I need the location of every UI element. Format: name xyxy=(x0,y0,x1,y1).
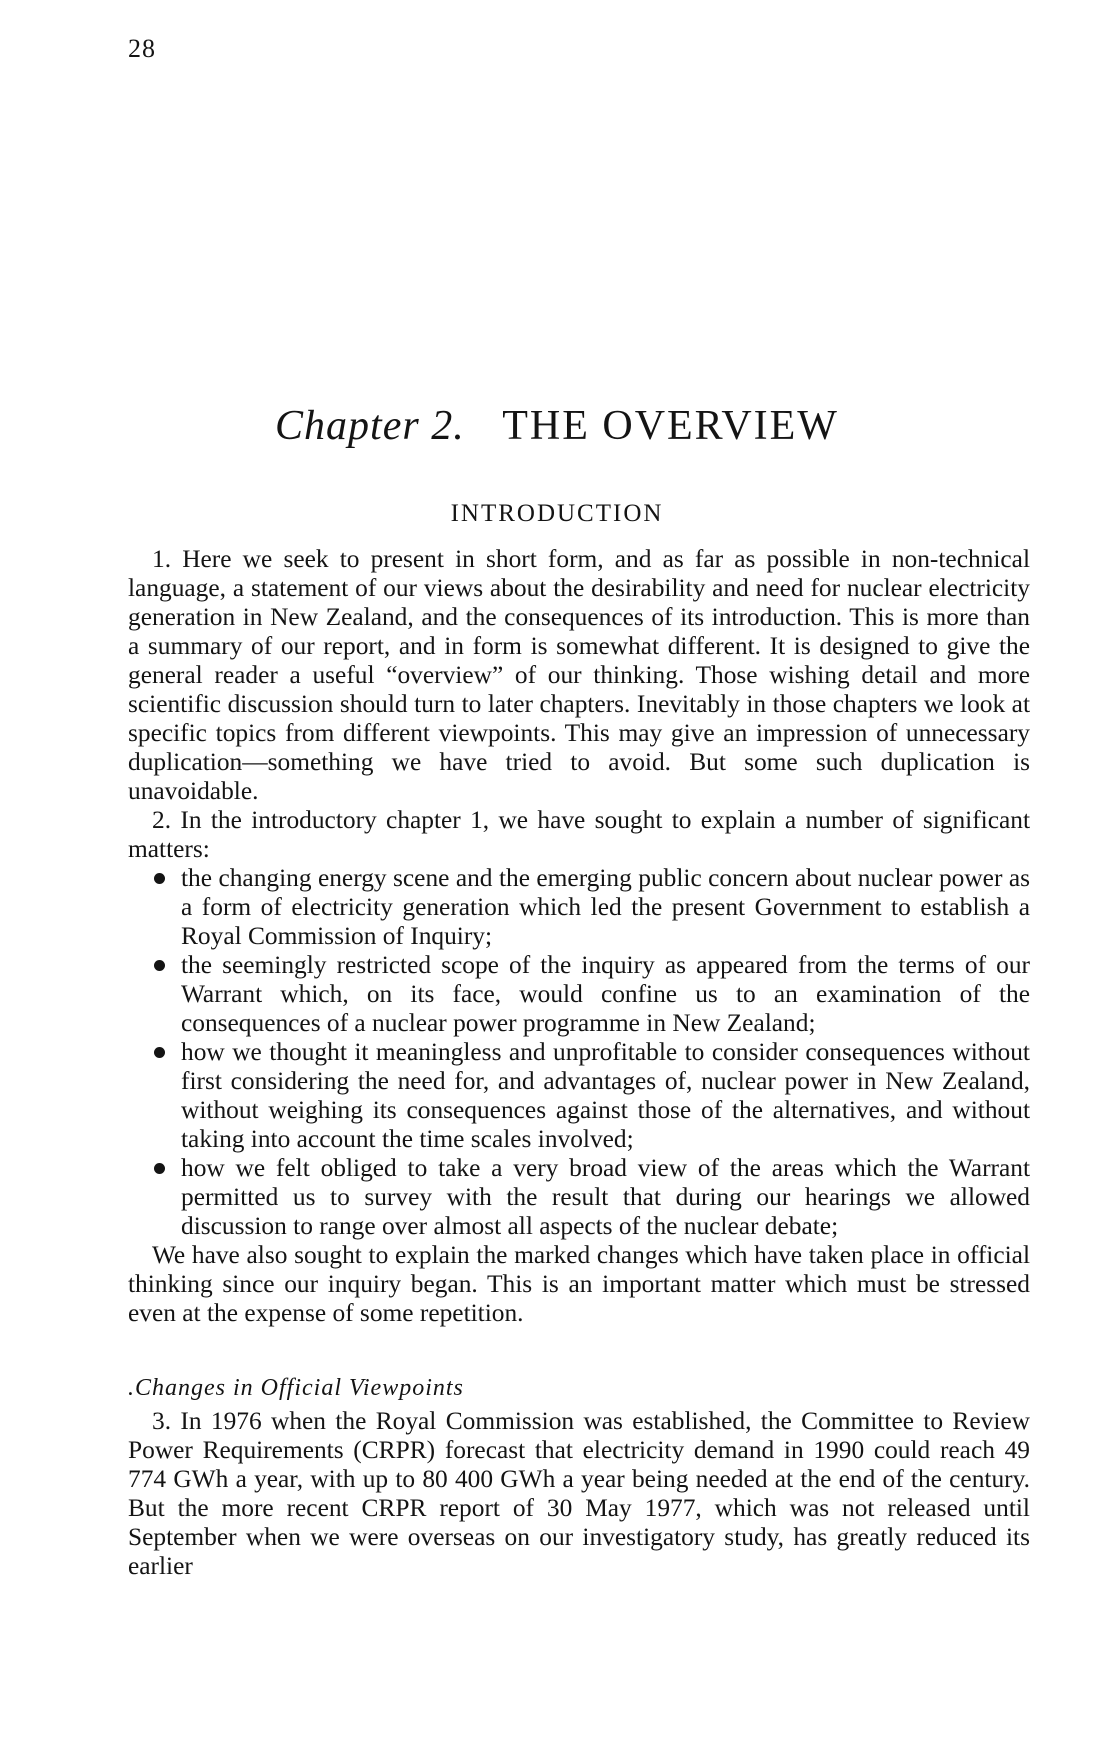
list-item-text: the changing energy scene and the emerging public concern about nuclear power as a form of electricity generation which led the present Government to establish a Royal Commission of Inquiry; xyxy=(181,864,1030,950)
paragraph-2-intro: 2. In the introductory chapter 1, we have sought to explain a number of significant matters: xyxy=(128,806,1030,863)
paragraph-3: 3. In 1976 when the Royal Commission was established, the Committee to Review Power Requirements (CRPR) forecast that electricity demand in 1990 could reach 49 774 GWh a year, with up to 80 400 GWh a year being needed at the end of the century. But the more recent CRPR report of 30 May 1977, which was not released until September when we were overseas on our investigatory study, has greatly reduced its earlier xyxy=(128,1407,1030,1580)
list-item xyxy=(181,1038,1030,1154)
section-heading: INTRODUCTION xyxy=(450,500,664,527)
list-item xyxy=(181,1154,1030,1241)
paragraph-1: 1. Here we seek to present in short form, and as far as possible in non-technical language, a statement of our views about the desirability and need for nuclear electricity generation in New Zealand, and the consequences of its introduction. This is more than a summary of our report, and in form is somewhat different. It is designed to give the general reader a useful “overview” of our thinking. Those wishing detail and more scientific discussion should turn to later chapters. Inevitably in those chapters we look at specific topics from different viewpoints. This may give an impression of unnecessary duplication—something we have tried to avoid. But some such duplication is unavoidable. xyxy=(128,545,1030,805)
bullet-icon xyxy=(154,960,165,971)
list-item xyxy=(181,951,1030,1038)
list-item-text: how we felt obliged to take a very broad view of the areas which the Warrant permitted us to survey with the result that during our hearings we allowed discussion to range over almost all aspects of the nuclear debate; xyxy=(181,1154,1030,1240)
bullet-icon xyxy=(154,1163,165,1174)
subheading: .Changes in Official Viewpoints xyxy=(128,1375,464,1401)
bullet-list xyxy=(128,864,1030,1241)
chapter-label: Chapter 2. xyxy=(275,403,465,449)
list-item-text: how we thought it meaningless and unprofitable to consider consequences without first considering the need for, and advantages of, nuclear power in New Zealand, without weighing its consequences against those of the alternatives, and without taking into account the time scales involved; xyxy=(181,1038,1030,1153)
paragraph-2-close: We have also sought to explain the marked changes which have taken place in official thinking since our inquiry began. This is an important matter which must be stressed even at the expense of some repetition. xyxy=(128,1241,1030,1327)
chapter-title: THE OVERVIEW xyxy=(502,403,839,449)
body-text xyxy=(128,545,1030,1581)
list-item-text: the seemingly restricted scope of the inquiry as appeared from the terms of our Warrant which, on its face, would confine us to an examination of the consequences of a nuclear power programme in New Zealand; xyxy=(181,951,1030,1037)
page-number: 28 xyxy=(128,34,156,63)
chapter-heading xyxy=(0,402,1114,450)
bullet-icon xyxy=(154,873,165,884)
list-item xyxy=(181,864,1030,951)
bullet-icon xyxy=(154,1047,165,1058)
